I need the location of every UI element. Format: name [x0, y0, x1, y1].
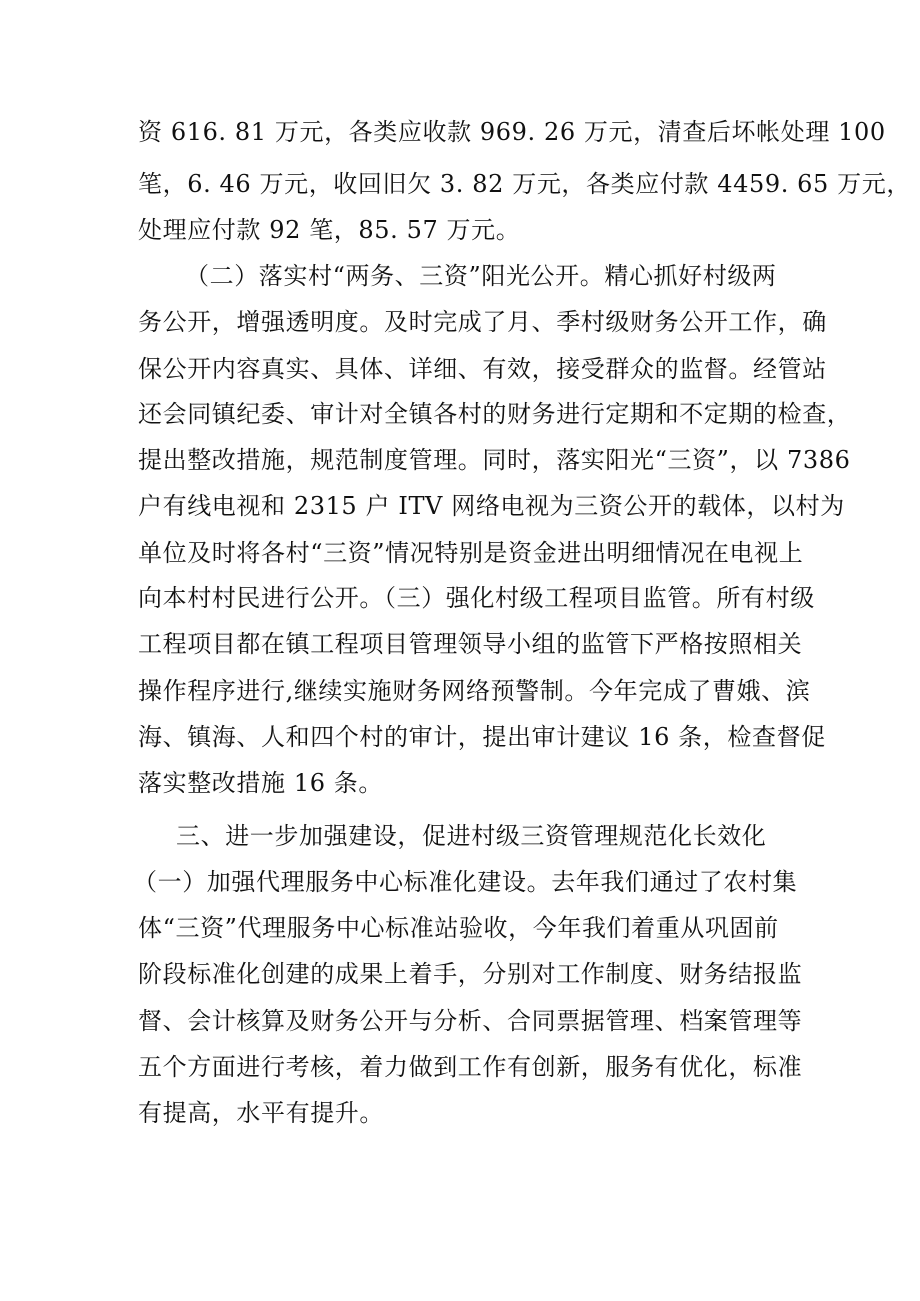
text-line: 还会同镇纪委、审计对全镇各村的财务进行定期和不定期的检查， [138, 400, 852, 428]
text-line: 有提高，水平有提升。 [138, 1099, 384, 1127]
text-line: 督、会计核算及财务公开与分析、合同票据管理、档案管理等 [138, 1007, 803, 1035]
text-line: 提出整改措施，规范制度管理。同时，落实阳光“三资”，以 7386 [138, 446, 851, 474]
text-line: 保公开内容真实、具体、详细、有效，接受群众的监督。经管站 [138, 355, 827, 383]
text-line: 笔，6. 46 万元，收回旧欠 3. 82 万元，各类应付款 4459. 65 万元， [138, 170, 911, 198]
text-line: 海、镇海、人和四个村的审计，提出审计建议 16 条，检查督促 [138, 723, 826, 751]
text-line: 体“三资”代理服务中心标准站验收，今年我们着重从巩固前 [138, 914, 779, 942]
text-line: 五个方面进行考核，着力做到工作有创新，服务有优化，标准 [138, 1053, 803, 1081]
text-line: 落实整改措施 16 条。 [138, 769, 383, 797]
text-line: 资 616. 81 万元，各类应收款 969. 26 万元，清查后坏帐处理 100 [138, 118, 886, 146]
text-line: 户有线电视和 2315 户 ITV 网络电视为三资公开的载体，以村为 [138, 492, 845, 520]
paragraph-start-line: （二）落实村“两务、三资”阳光公开。精心抓好村级两 [185, 262, 777, 290]
text-line: 务公开，增强透明度。及时完成了月、季村级财务公开工作，确 [138, 308, 827, 336]
text-line: 向本村村民进行公开。（三）强化村级工程项目监管。所有村级 [138, 584, 815, 612]
text-line: 阶段标准化创建的成果上着手，分别对工作制度、财务结报监 [138, 960, 803, 988]
text-line: 单位及时将各村“三资”情况特别是资金进出明细情况在电视上 [138, 539, 804, 567]
text-line: 操作程序进行,继续实施财务网络预警制。今年完成了曹娥、滨 [138, 677, 811, 705]
paragraph-start-line: （一）加强代理服务中心标准化建设。去年我们通过了农村集 [133, 868, 798, 896]
text-line: 处理应付款 92 笔，85. 57 万元。 [138, 216, 521, 244]
text-line: 工程项目都在镇工程项目管理领导小组的监管下严格按照相关 [138, 630, 803, 658]
section-heading: 三、进一步加强建设，促进村级三资管理规范化长效化 [176, 822, 767, 850]
